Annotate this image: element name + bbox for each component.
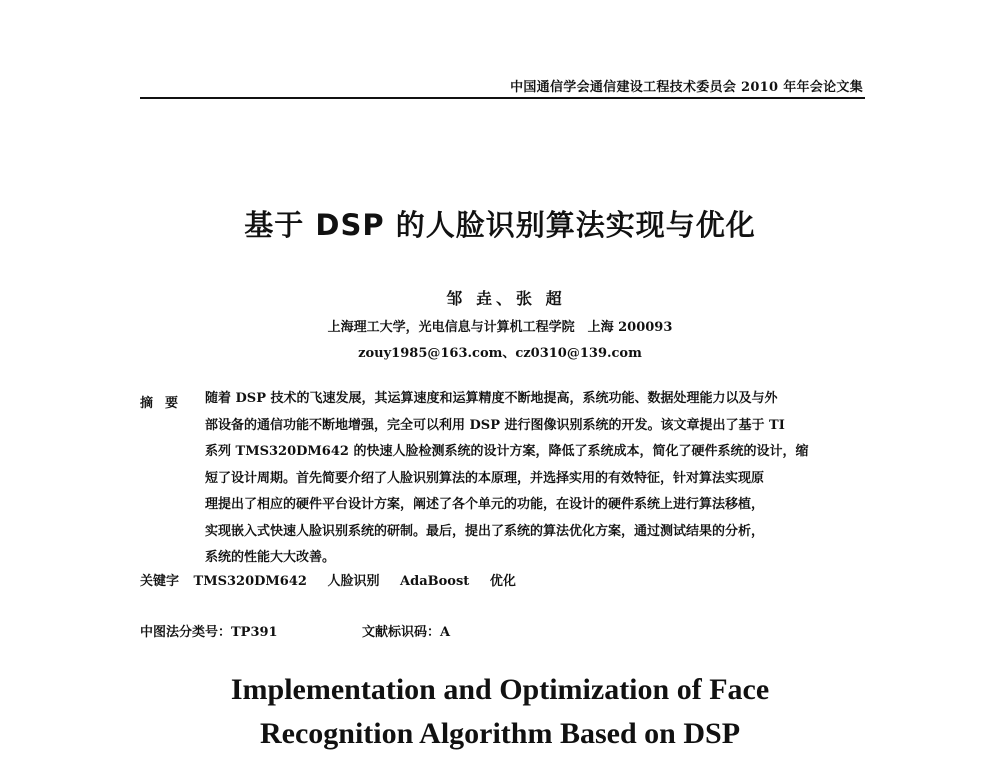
- abstract-line: 部设备的通信功能不断地增强，完全可以利用 DSP 进行图像识别系统的开发。该文章提出了基于 TI: [205, 417, 785, 433]
- authors: 邹 垚、张 超: [446, 289, 566, 308]
- keyword: AdaBoost: [400, 574, 470, 589]
- keyword: 优化: [489, 574, 516, 589]
- abstract-line: 实现嵌入式快速人脸识别系统的研制。最后，提出了系统的算法优化方案，通过测试结果的分析，: [205, 523, 765, 539]
- paper-title-cn: 基于 DSP 的人脸识别算法实现与优化: [244, 208, 756, 242]
- keywords-label: 关键字: [140, 574, 180, 589]
- author-emails: zouy1985@163.com、cz0310@139.com: [358, 346, 642, 361]
- keywords: [140, 570, 532, 589]
- title-en-line: Implementation and Optimization of Face: [230, 673, 770, 706]
- abstract-line: 短了设计周期。首先简要介绍了人脸识别算法的本原理，并选择实用的有效特征，针对算法实现原: [205, 470, 765, 486]
- classification: [140, 621, 451, 640]
- paper-title-en: [0, 668, 1000, 756]
- abstract-line: 系统的性能大大改善。: [205, 550, 336, 565]
- abstract-line: 系列 TMS320DM642 的快速人脸检测系统的设计方案，降低了系统成本，简化了硬件系统的设计，缩: [205, 444, 809, 459]
- clc-number: 中图法分类号：TP391: [140, 625, 278, 640]
- abstract-label: 摘要: [140, 396, 191, 411]
- document-code: 文献标识码：A: [362, 625, 451, 640]
- keyword: 人脸识别: [327, 574, 380, 589]
- header-rule: [140, 97, 865, 99]
- abstract-body: [205, 386, 865, 572]
- title-en-line: Recognition Algorithm Based on DSP: [259, 717, 741, 750]
- keyword: TMS320DM642: [193, 574, 307, 589]
- running-header: 中国通信学会通信建设工程技术委员会 2010 年年会论文集: [510, 80, 863, 95]
- abstract-line: 随着 DSP 技术的飞速发展，其运算速度和运算精度不断地提高，系统功能、数据处理能力以及与外: [205, 391, 778, 406]
- affiliation: 上海理工大学，光电信息与计算机工程学院 上海 200093: [327, 320, 673, 335]
- abstract-line: 理提出了相应的硬件平台设计方案，阐述了各个单元的功能，在设计的硬件系统上进行算法移植，: [205, 497, 765, 512]
